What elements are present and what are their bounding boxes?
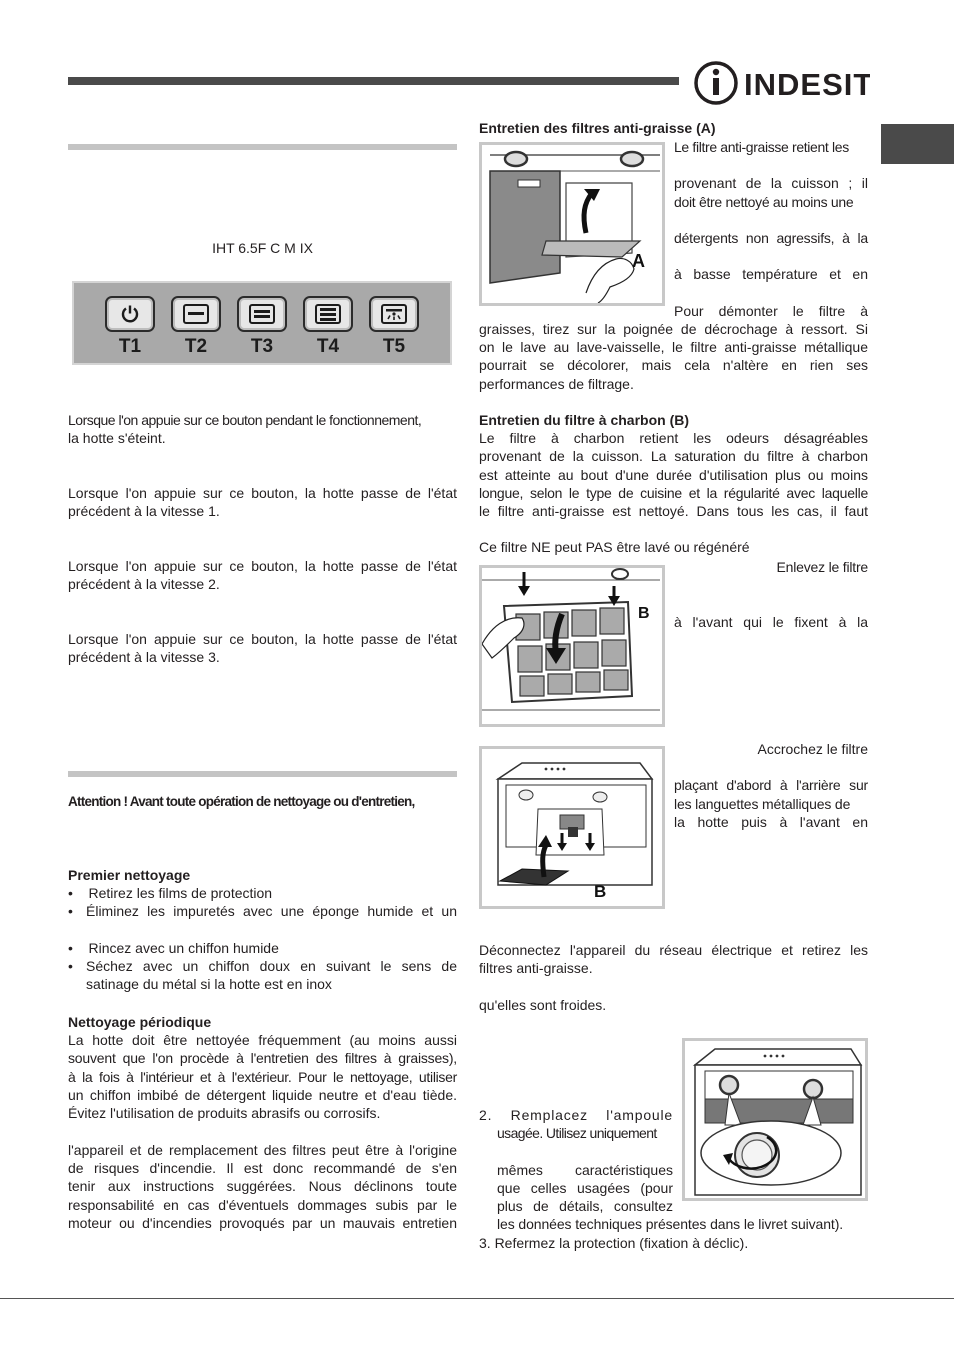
first-clean-title: Premier nettoyage [68,867,191,883]
svg-text:INDESIT: INDESIT [744,67,870,102]
footer-rule [0,1298,954,1299]
grease-body-text: graisses, tirez sur la poignée de décrochage à ressort. Si on le lave au lave-vaisselle, le filtre anti-graisse métallique pourrait se décolorer, mais cela n'altère en rien ses performances de filtrage. [479,321,868,392]
first-clean-section: Premier nettoyage • Retirez les films de protection • Éliminez les impuretés avec une éponge humide et un • Rincez avec un chiffon humide • Séchez avec un chiffon doux en suivant le sens de satinage du métal si la hotte est en inox [68,867,457,993]
model-number: IHT 6.5F C M IX [212,240,313,256]
brand-logo [694,60,870,106]
step-3: 3. Refermez la protection (fixation à déclic). [479,1235,749,1251]
speed-1-icon [182,303,210,325]
section-bar [68,771,457,777]
charcoal-note: Ce filtre NE peut PAS être lavé ou régénéré [479,539,750,555]
t5-button[interactable] [369,296,419,332]
t1-description: Lorsque l'on appuie sur ce bouton pendant le fonctionnement, la hotte s'éteint. [68,412,422,447]
svg-text:B: B [638,605,650,622]
control-panel [72,281,452,365]
t3-label: T3 [250,336,274,357]
charcoal-remove-illustration [482,568,662,724]
grease-title: Entretien des filtres anti-graisse (A) [479,120,716,136]
lamp-intro: Déconnectez l'appareil du réseau électrique et retirez les filtres anti-graisse. qu'elles sont froides. [479,942,868,1013]
t3-description: Lorsque l'on appuie sur ce bouton, la hotte passe de l'état précédent à la vitesse 2. [68,558,457,593]
list-item: • Éliminez les impuretés avec une éponge humide et un [68,903,457,920]
t1-button[interactable] [105,296,155,332]
speed-3-icon [314,303,342,325]
t2-label: T2 [184,336,208,357]
t4-button[interactable] [303,296,353,332]
light-icon [380,303,408,325]
t1-label: T1 [118,336,142,357]
header-rule [68,77,679,85]
remove-side-text: Enlevez le filtre à l'avant qui le fixent à la [674,559,868,630]
t2-button[interactable] [171,296,221,332]
t4-label: T4 [316,336,340,357]
list-item: • Retirez les films de protection [68,885,273,902]
charcoal-title: Entretien du filtre à charbon (B) [479,412,690,428]
figure-charcoal-remove [479,565,665,727]
list-item: • Rincez avec un chiffon humide [68,939,279,956]
indesit-logo-icon [694,60,870,106]
grease-side-text: Le filtre anti-graisse retient les provenant de la cuisson ; il doit être nettoyé au moins une détergents non agressifs, à la à basse température et en Pour démonter le filtre à [674,139,868,319]
figure-grease-filter [479,142,665,306]
svg-text:A: A [632,251,645,271]
attach-side-text: Accrochez le filtre plaçant d'abord à l'arrière sur les languettes métalliques de la hotte puis à l'avant en [674,741,868,830]
grease-filter-illustration [482,145,662,303]
charcoal-attach-illustration [482,749,662,906]
attention-text: Attention ! Avant toute opération de nettoyage ou d'entretien, [68,794,415,809]
fire-warning: l'appareil et de remplacement des filtres peut être à l'origine de risques d'incendie. Il est donc recommandé de s'en tenir aux instructions suggérées. Nous déclinons toute responsabilité en cas d'éventuels dommages subis par le moteur ou d'incendies provoqués par un mauvais entretien [68,1142,457,1231]
step-2: 2. Remplacez l'ampoule usagée. Utilisez uniquement mêmes caractéristiques que celles usagées (pour plus de détails, consultez les données techniques présentes dans le livret suivant). [479,1107,844,1233]
power-icon [119,303,141,325]
chapter-tab [881,124,954,164]
t3-button[interactable] [237,296,287,332]
svg-text:B: B [594,882,607,901]
periodic-title: Nettoyage périodique [68,1014,212,1030]
section-bar [68,144,457,150]
charcoal-section: Entretien du filtre à charbon (B) Le filtre à charbon retient les odeurs désagréables provenant de la cuisson. La saturation du filtre à charbon est atteinte au bout d'une durée d'utilisation plus ou moins longue, selon le type de cuisine et la régularité avec laquelle le filtre anti-graisse est nettoyé. Dans tous les cas, il faut [479,412,868,520]
figure-charcoal-attach [479,746,665,909]
t4-description: Lorsque l'on appuie sur ce bouton, la hotte passe de l'état précédent à la vitesse 3. [68,631,457,666]
t2-description: Lorsque l'on appuie sur ce bouton, la hotte passe de l'état précédent à la vitesse 1. [68,485,457,520]
lamp-illustration [685,1041,865,1198]
figure-lamp [682,1038,868,1201]
list-item: • Séchez avec un chiffon doux en suivant le sens de [68,958,457,974]
speed-2-icon [248,303,276,325]
t5-label: T5 [382,336,406,357]
periodic-section: Nettoyage périodique La hotte doit être nettoyée fréquemment (au moins aussi souvent que l'on procède à l'entretien des filtres à graisses), à la fois à l'intérieur et à l'extérieur. Pour le nettoyage, utiliser un chiffon imbibé de détergent liquide neutre et d'eau tiède. Évitez l'utilisation de produits abrasifs ou corrosifs. [68,1014,457,1122]
